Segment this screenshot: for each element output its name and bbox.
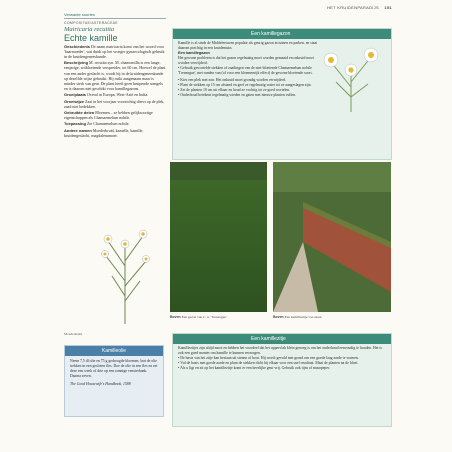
caption-label: Boven: [170, 315, 181, 319]
habitat-text: Overal in Europa, West-Azië en India.: [87, 92, 149, 98]
seat-line: • De basis van het zitje kan bestaan uit stenen of hout. Hij wordt gevuld met grond om een goede laag aarde te vormen.: [178, 356, 359, 360]
illustration-caption: Moederkruid: [64, 332, 83, 336]
growth-text: Zaai in het voorjaar voorzichtig direct op de plek, zaad niet bedekken.: [64, 98, 165, 109]
lawn-intro: Kamille is al sinds de Middeleeuwen populair als geurig gazon in tuinen en parken, en staat daarom prachtig in een kruidentuin.: [178, 41, 318, 50]
lawn-box-title: Een kamillegazon: [173, 29, 391, 39]
seat-line: • Als u ligt en zit op het kamillezitje komt er een heerlijke geur vrij. Gebruik ook tijm of muurpeper.: [178, 366, 331, 370]
description-label: Beschrijving: [64, 60, 89, 66]
history-text: De naam matricaria komt van het woord voor 'baarmoeder', wat duidt op het vroeger gynaecologisch gebruik in de kruidengeneeskunde.: [64, 43, 165, 60]
growth-paragraph: [64, 99, 166, 109]
seat-photo: [273, 162, 391, 312]
lawn-line: • Onderhoud betekent regelmatig wieden en gaten met nieuwe planten vullen.: [178, 93, 297, 97]
other-names-paragraph: [64, 128, 166, 138]
page-number: 151: [384, 5, 392, 10]
lawn-photo-caption: [170, 315, 227, 319]
herb-profile: [64, 12, 166, 138]
herb-title: Echte kamille: [64, 32, 118, 43]
seat-line: • Vul de basis met goede aarde en plant de stekken dicht bij elkaar voor een snel resultaat. Maai de planten na de bloei.: [178, 361, 359, 365]
caption-text: Een kamillezitje van steen.: [284, 315, 323, 319]
parts-text: Bloemen – ze hebben gelijksoortige eigenschappen als Chamaemelum nobile.: [64, 110, 153, 121]
parts-paragraph: [64, 110, 166, 120]
recipe-text: Neem 7,5 dl olie en 75 g gedroogde bloemen, laat de olie trekken in een gesloten fles. Doe de olie in een fles en zet deze een week of drie op een zonnige vensterbank. Daarna zeven.: [70, 359, 158, 378]
lawn-line: • Kies een plek met zon. Het onkruid moet grondig worden verwijderd.: [178, 78, 287, 82]
lawn-line: Het gewone probleem is dat het gazon regelmatig moet worden gemaaid en onkruid moet worden verwijderd.: [178, 56, 314, 65]
caption-label: Boven: [273, 315, 284, 319]
caption-text: Een gazon van C. n. 'Treneague'.: [181, 315, 228, 319]
seat-box: [172, 333, 392, 427]
usage-text: Zie Chamaemelum nobile.: [86, 121, 130, 127]
section-kicker: Verwante soorten: [64, 12, 166, 19]
usage-paragraph: [64, 121, 166, 126]
recipe-title: Kamilleolie: [65, 346, 163, 356]
chamomile-sprig-illustration: [88, 226, 162, 326]
chamomile-flower-illustration: [316, 42, 386, 114]
lawn-photo: [170, 162, 267, 312]
growth-label: Groeiwijze: [64, 98, 85, 104]
plant-family: COMPOSITAE/ASTERACEAE: [64, 21, 118, 26]
description-paragraph: [64, 60, 166, 91]
parts-label: Gebruikte delen: [64, 110, 95, 116]
recipe-citation: The Good Housewife's Handbook, 1588: [70, 382, 131, 386]
usage-label: Toepassing: [64, 121, 86, 127]
lawn-line: • Plant de stekken op 15 cm afstand en geef ze regelmatig water tot ze aangeslagen zijn.: [178, 83, 312, 87]
section-title: HET KRUIDENPARADIJS: [326, 5, 379, 10]
other-names-text: Moederkruid, kamelle, kamille, kruidengeslacht, magdalenamoer.: [64, 127, 144, 138]
seat-intro: Kamillezitjes zijn altijd mooi en hebben het voordeel dat het oppervlak klein genoeg is om het onderhoud eenvoudig te houden. Het is ook een goed manier om kamille te kunnen verzorgen.: [178, 346, 382, 355]
description-text: M. recutita syn. M. chamomilla is een lange, eenjarige, witbloeiende verspreider, tot 60 cm. Hoewel de plant van een ander geslacht is, wordt hij in de kruidengeneeskunde op dezelfde wijze gebruikt. Hij ruikt aangenaam maar is minder sterk van geur. De plant heeft geen kruipende stengels en is daarom niet geschikt voor kamillegazons.: [64, 60, 166, 92]
habitat-paragraph: [64, 92, 166, 97]
habitat-label: Groeiplaats: [64, 92, 87, 98]
recipe-box: [64, 345, 164, 417]
running-header: [327, 5, 392, 10]
seat-box-title: Een kamillezitje: [173, 334, 391, 344]
latin-name: Matricaria recutita: [64, 26, 115, 34]
lawn-line: • Gebruik gewortelde stekken of zaailingen van de niet-bloeiende Chamaemelum nobile 'Treneague', met randen van (of voor een bloemenrijk effect) de gewone bloeiende soort.: [178, 66, 313, 75]
lawn-subheading: Een kamillegazon: [178, 51, 210, 55]
history-label: Geschiedenis: [64, 43, 91, 49]
lawn-line: • Zet de planten 10 cm uit elkaar en houd ze vochtig tot ze goed wortelen.: [178, 88, 291, 92]
other-names-label: Andere namen: [64, 127, 92, 133]
seat-photo-caption: [273, 315, 322, 319]
history-paragraph: [64, 44, 166, 60]
